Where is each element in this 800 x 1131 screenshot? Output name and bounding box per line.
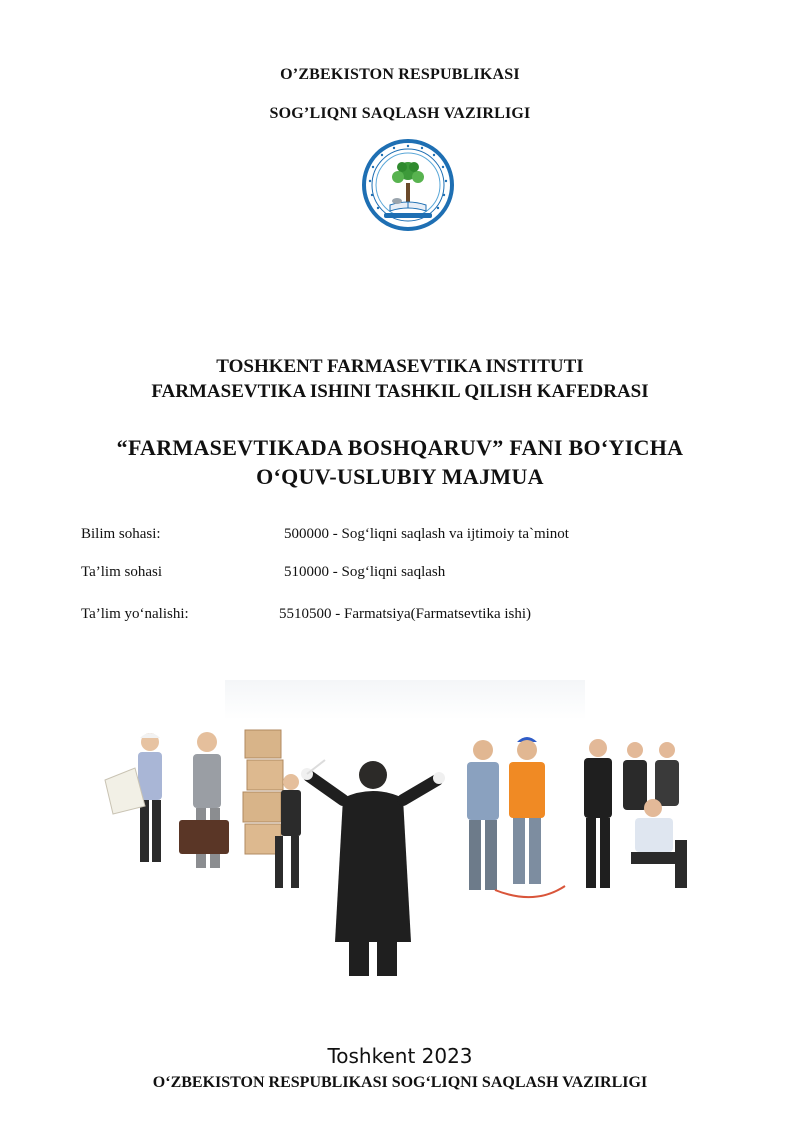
- footer-ministry: O‘ZBEKISTON RESPUBLIKASI SOG‘LIQNI SAQLASH VAZIRLIGI: [152, 1074, 648, 1091]
- worker-mechanic: [467, 740, 499, 890]
- detail-value: 5510500 - Farmatsiya(Farmatsevtika ishi): [279, 606, 532, 622]
- team-illustration: [95, 680, 715, 980]
- detail-label: Ta’lim sohasi: [81, 564, 163, 580]
- worker-boxes: [243, 730, 301, 888]
- worker-engineer: [105, 733, 162, 862]
- worker-businessman-briefcase: [179, 732, 229, 868]
- department-name: FARMASEVTIKA ISHINI TASHKIL QILISH KAFEDRASI: [151, 381, 649, 402]
- institute-name: TOSHKENT FARMASEVTIKA INSTITUTI: [216, 356, 584, 377]
- conductor: [301, 760, 445, 976]
- detail-label: Ta’lim yo‘nalishi:: [81, 606, 189, 622]
- worker-builder-hardhat: [495, 737, 565, 897]
- city-year: Toshkent 2023: [327, 1044, 473, 1068]
- document-title-line2: O‘QUV-USLUBIY MAJMUA: [256, 464, 544, 489]
- institute-logo: [362, 139, 454, 231]
- detail-value: 510000 - Sog‘liqni saqlash: [284, 564, 446, 580]
- detail-label: Bilim sohasi:: [81, 526, 161, 542]
- document-title-line1: “FARMASEVTIKADA BOSHQARUV” FANI BO‘YICHA: [116, 435, 684, 460]
- detail-value: 500000 - Sog‘liqni saqlash va ijtimoiy ta`minot: [284, 526, 569, 542]
- header-ministry: SOG’LIQNI SAQLASH VAZIRLIGI: [269, 105, 531, 122]
- group-business-team: [584, 739, 687, 888]
- header-country: O’ZBEKISTON RESPUBLIKASI: [280, 66, 520, 83]
